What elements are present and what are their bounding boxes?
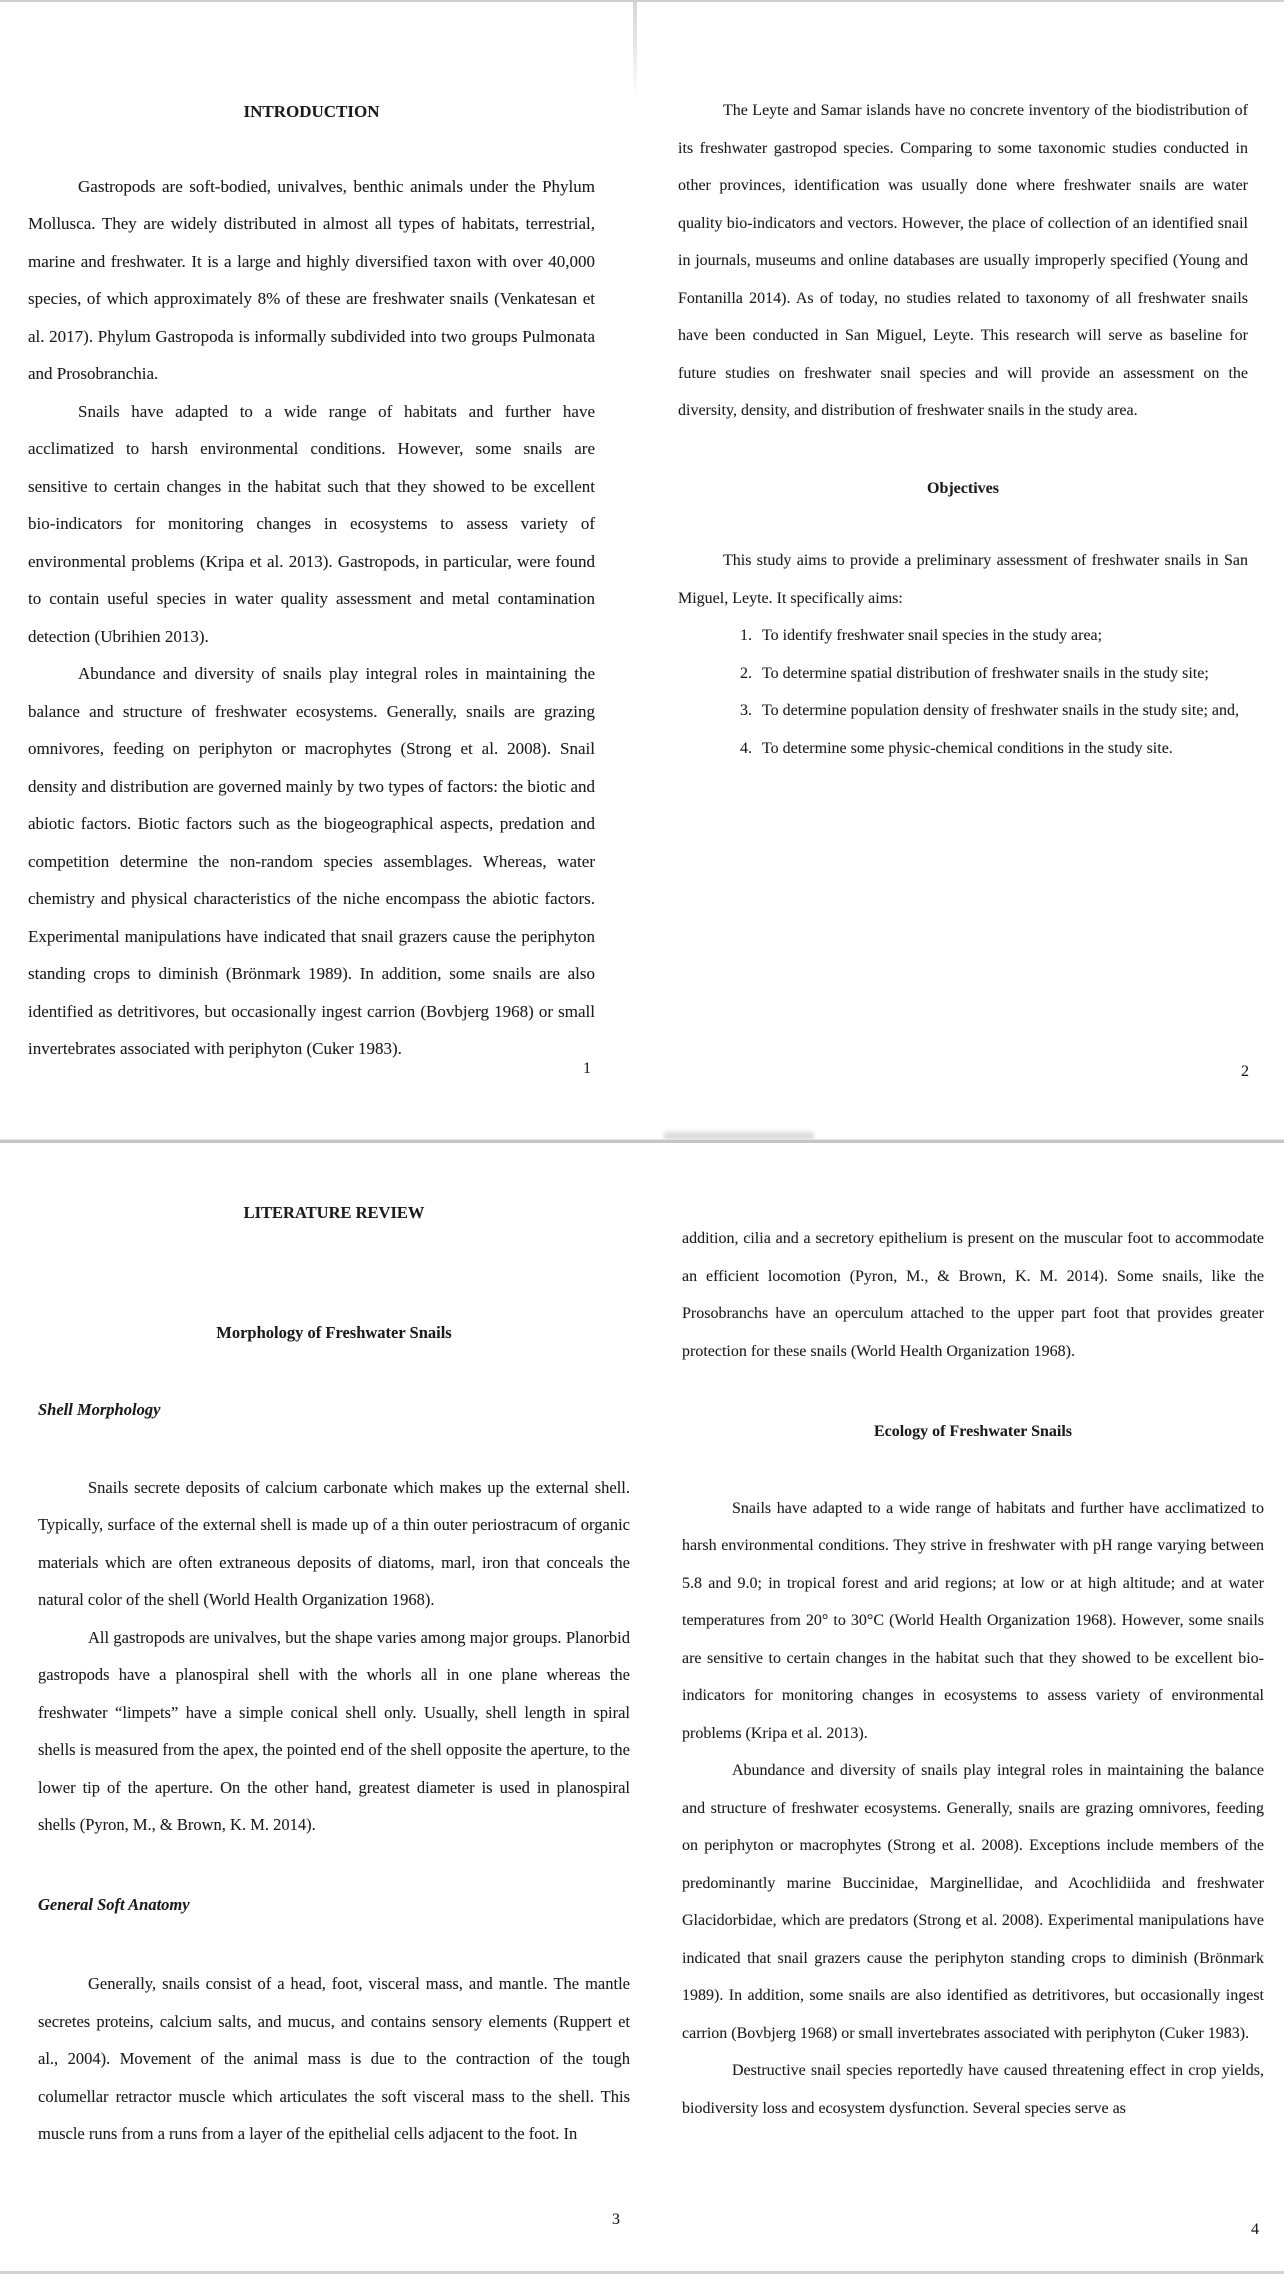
objectives-list (678, 617, 1248, 767)
paragraph: This study aims to provide a preliminary assessment of freshwater snails in San Miguel, Leyte. It specifically aims: (678, 552, 1248, 607)
paragraph: Generally, snails consist of a head, foot, visceral mass, and mantle. The mantle secretes proteins, calcium salts, and mucus, and contains sensory elements (Ruppert et al., 2004). Movement of the animal mass is due to the contraction of the tough columellar retractor muscle which articulates the soft visceral mass to the shell. This muscle runs from a runs from a layer of the epithelial cells adjacent to the foot. In (38, 1974, 630, 2143)
objective-item: 3. To determine population density of freshwater snails in the study site; and, (756, 692, 1248, 730)
page-number: 2 (1241, 1063, 1249, 1080)
paragraph: Destructive snail species reportedly have caused threatening effect in crop yields, biodiversity loss and ecosystem dysfunction. Several species serve as (682, 2062, 1264, 2117)
page-2-content (637, 2, 1284, 767)
chapter-heading-introduction: INTRODUCTION (243, 102, 380, 121)
page-4 (642, 1143, 1284, 2271)
paragraph: Snails have adapted to a wide range of habitats and further have acclimatized to harsh environmental conditions. However, some snails are sensitive to certain changes in the habitat such that they showed to be excellent bio-indicators for monitoring changes in ecosystems to assess variety of environmental problems (Kripa et al. 2013). Gastropods, in particular, were found to contain useful species in water quality assessment and metal contamination detection (Ubrihien 2013). (28, 401, 595, 646)
section-heading-ecology: Ecology of Freshwater Snails (873, 1423, 1073, 1440)
section-heading-morphology: Morphology of Freshwater Snails (216, 1322, 452, 1342)
paragraph: Abundance and diversity of snails play integral roles in maintaining the balance and structure of freshwater ecosystems. Generally, snails are grazing omnivores, feeding on periphyton or macrophytes (Strong et al. 2008). Snail density and distribution are governed mainly by two types of factors: the biotic and abiotic factors. Biotic factors such as the biogeographical aspects, predation and competition determine the non-random species assemblages. Whereas, water chemistry and physical characteristics of the niche encompass the abiotic factors. Experimental manipulations have indicated that snail grazers cause the periphyton standing crops to diminish (Brönmark 1989). In addition, some snails are also identified as detritivores, but occasionally ingest carrion (Bovbjerg 1968) or small invertebrates associated with periphyton (Cuker 1983). (28, 664, 595, 1058)
paragraph: All gastropods are univalves, but the shape varies among major groups. Planorbid gastropods have a planospiral shell with the whorls all in one plane whereas the freshwater “limpets” have a simple conical shell only. Usually, shell length in spiral shells is measured from the apex, the pointed end of the shell opposite the aperture, to the lower tip of the aperture. On the other hand, greatest diameter is used in planospiral shells (Pyron, M., & Brown, K. M. 2014). (38, 1627, 630, 1834)
section-heading-objectives: Objectives (927, 479, 999, 497)
page-gap-top-divider (0, 0, 1284, 2)
page-gap-middle-divider (0, 1140, 1284, 1143)
page-3 (0, 1143, 642, 2271)
paragraph: Snails secrete deposits of calcium carbonate which makes up the external shell. Typically, surface of the external shell is made up of a thin outer periostracum of organic materials which are often extraneous deposits of diatoms, marl, iron that conceals the natural color of the shell (World Health Organization 1968). (38, 1477, 630, 1609)
objective-item: 2. To determine spatial distribution of freshwater snails in the study site; (756, 655, 1248, 693)
paragraph: Abundance and diversity of snails play integral roles in maintaining the balance and structure of freshwater ecosystems. Generally, snails are grazing omnivores, feeding on periphyton or macrophytes (Strong et al. 2008). Exceptions include members of the predominantly marine Buccinidae, Marginellidae, and Acochlidiida and freshwater Glacidorbidae, which are predators (Strong et al. 2008). Experimental manipulations have indicated that snail grazers cause the periphyton standing crops to diminish (Brönmark 1989). In addition, some snails are also identified as detritivores, but occasionally ingest carrion (Bovbjerg 1968) or small invertebrates associated with periphyton (Cuker 1983). (682, 1762, 1264, 2042)
page-1-content (0, 2, 633, 1068)
page-number: 1 (583, 1060, 591, 1077)
subsection-heading-general-soft-anatomy: General Soft Anatomy (38, 1894, 190, 1914)
page-1 (0, 2, 633, 1140)
paragraph: Snails have adapted to a wide range of habitats and further have acclimatized to harsh environmental conditions. They strive in freshwater with pH range varying between 5.8 and 9.0; in tropical forest and arid regions; at low or at high altitude; and at water temperatures from 20° to 30°C (World Health Organization 1968). However, some snails are sensitive to certain changes in the habitat such that they showed to be excellent bio-indicators for monitoring changes in ecosystems to assess variety of environmental problems (Kripa et al. 2013). (682, 1499, 1264, 1742)
page-gutter-divider (633, 2, 637, 98)
paragraph: Gastropods are soft-bodied, univalves, benthic animals under the Phylum Mollusca. They are widely distributed in almost all types of habitats, terrestrial, marine and freshwater. It is a large and highly diversified taxon with over 40,000 species, of which approximately 8% of these are freshwater snails (Venkatesan et al. 2017). Phylum Gastropoda is informally subdivided into two groups Pulmonata and Prosobranchia. (28, 176, 595, 383)
page-2 (637, 2, 1284, 1140)
page-gap-bottom-divider (0, 2271, 1284, 2274)
page-number: 4 (1251, 2221, 1259, 2238)
objective-item: 1. To identify freshwater snail species in the study area; (756, 617, 1248, 655)
page-4-content (642, 1143, 1284, 2127)
subsection-heading-shell-morphology: Shell Morphology (38, 1400, 161, 1419)
chapter-heading-literature-review: LITERATURE REVIEW (243, 1203, 425, 1222)
objective-item: 4. To determine some physic-chemical conditions in the study site. (756, 730, 1248, 768)
paragraph: addition, cilia and a secretory epithelium is present on the muscular foot to accommodate an efficient locomotion (Pyron, M., & Brown, K. M. 2014). Some snails, like the Prosobranchs have an operculum attached to the upper part foot that provides greater protection for these snails (World Health Organization 1968). (682, 1230, 1264, 1360)
page-number: 3 (612, 2211, 620, 2228)
scan-artifact (664, 1132, 814, 1140)
paragraph: The Leyte and Samar islands have no concrete inventory of the biodistribution of its freshwater gastropod species. Comparing to some taxonomic studies conducted in other provinces, identification was usually done where freshwater snails are water quality bio-indicators and vectors. However, the place of collection of an identified snail in journals, museums and online databases are usually improperly specified (Young and Fontanilla 2014). As of today, no studies related to taxonomy of all freshwater snails have been conducted in San Miguel, Leyte. This research will serve as baseline for future studies on freshwater snail species and will provide an assessment on the diversity, density, and distribution of freshwater snails in the study area. (678, 102, 1248, 419)
page-3-content (0, 1143, 642, 2153)
